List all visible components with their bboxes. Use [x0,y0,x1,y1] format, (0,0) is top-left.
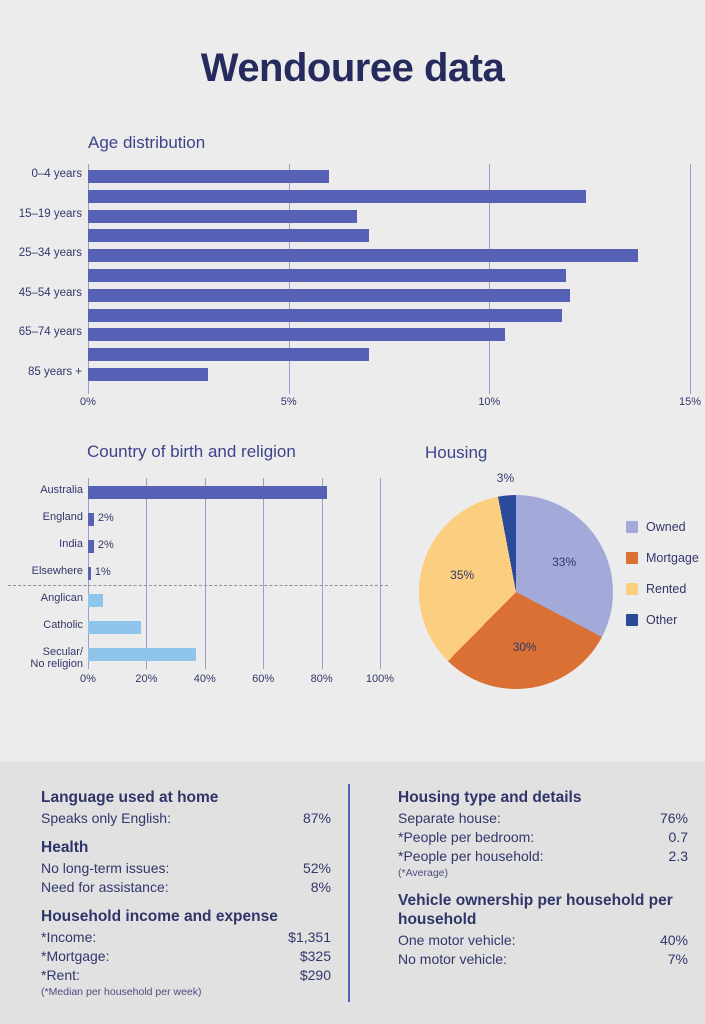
summary-row-value: 52% [302,860,331,876]
age-distribution-chart [0,160,705,408]
cob-bar [88,648,196,661]
pie-legend-item[interactable] [626,551,699,565]
summary-right-column [398,788,688,969]
page-title: Wendouree data [200,46,505,90]
cob-bar [88,621,141,634]
pie-legend-item[interactable] [626,520,699,534]
age-bar [88,328,505,341]
summary-block-heading: Vehicle ownership per household per household [398,892,673,928]
housing-chart-heading: Housing [425,443,488,462]
cob-bar-row [40,484,380,499]
summary-note: (*Median per household per week) [41,986,202,998]
summary-row-value: 7% [667,951,688,967]
cob-bar [88,486,327,499]
cob-value-label: 1% [94,566,111,578]
pie-legend-label: Mortgage [646,551,699,565]
pie-legend-swatch [626,614,638,626]
age-bar-row [88,229,690,242]
summary-row-value: 8% [310,879,331,895]
cob-category-label: Australia [40,484,83,496]
summary-row-value: 40% [659,932,688,948]
summary-row-value: 2.3 [668,848,688,864]
summary-row [398,828,688,847]
summary-row-label: *People per bedroom: [398,829,535,845]
age-bar [88,368,208,381]
summary-row [398,931,688,950]
pie-legend-label: Rented [646,582,687,596]
age-bar [88,269,566,282]
age-bar [88,309,562,322]
summary-row [41,947,331,966]
summary-spacer [41,828,331,838]
cob-bar [88,567,91,580]
summary-row-label: *People per household: [398,848,544,864]
summary-row [398,950,688,969]
cob-value-label: 2% [97,512,114,524]
cob-x-tick-label: 0% [80,673,96,685]
pie-slice-value-label: 35% [450,567,475,582]
age-category-label: 15–19 years [18,207,82,220]
age-bar-row [18,247,690,262]
age-bar [88,170,329,183]
cob-x-tick-label: 80% [310,673,333,685]
cob-x-tick-label: 20% [135,673,158,685]
age-bar-row [31,168,690,183]
summary-row [41,809,331,828]
age-bar [88,249,638,262]
summary-panel [0,762,705,1024]
summary-row-label: Separate house: [398,810,501,826]
summary-row-label: Speaks only English: [41,810,171,826]
pie-slice-value-label: 33% [552,554,577,569]
summary-spacer [41,897,331,907]
age-bar-row [88,190,690,203]
cob-bar-row [40,592,380,607]
pie-legend-swatch [626,521,638,533]
cob-bar-row [59,538,380,553]
summary-note: (*Average) [398,867,448,879]
pie-legend-item[interactable] [626,613,699,627]
pie-legend-swatch [626,552,638,564]
cob-value-label: 2% [97,539,114,551]
summary-row-value: 87% [302,810,331,826]
age-x-tick-label: 5% [280,395,297,408]
cob-category-label: Elsewhere [31,565,83,577]
summary-row-value: 0.7 [668,829,688,845]
age-bar-row [18,207,690,223]
summary-row-label: *Rent: [41,967,80,983]
age-gridline [690,164,691,394]
age-category-label: 85 years + [27,366,82,378]
cob-category-label: Anglican [40,592,83,604]
cob-bar-row [30,646,380,670]
cob-x-tick-label: 40% [193,673,216,685]
cob-category-label: India [59,538,83,550]
cob-bar [88,594,103,607]
pie-slice-value-label: 3% [496,471,515,486]
pie-legend-label: Owned [646,520,686,534]
age-category-label: 0–4 years [31,168,82,180]
age-chart-heading: Age distribution [88,133,206,152]
summary-block-heading: Language used at home [41,789,219,806]
cob-x-tick-label: 100% [365,673,395,685]
cob-gridline [380,478,381,669]
age-bar [88,348,369,361]
summary-row [41,928,331,947]
panel-divider [348,784,350,1002]
pie-legend [626,520,699,644]
age-bar-row [88,269,690,282]
age-category-label: 25–34 years [18,247,82,260]
summary-block-heading: Health [41,839,89,856]
cob-group-divider [8,585,388,586]
cob-bar [88,540,94,553]
summary-row-label: One motor vehicle: [398,932,516,948]
cob-bar-row [42,511,380,526]
pie-legend-swatch [626,583,638,595]
summary-row-label: No motor vehicle: [398,951,507,967]
cob-category-label: Secular/ No religion [30,646,83,670]
summary-row-value: 76% [659,810,688,826]
housing-pie-chart [408,470,705,700]
age-category-label: 65–74 years [18,326,82,339]
pie-disc [419,495,613,689]
summary-row [41,878,331,897]
cob-bar [88,513,94,526]
summary-row-label: Need for assistance: [41,879,169,895]
age-bar [88,289,570,302]
summary-row-value: $325 [299,948,331,964]
summary-row-label: No long-term issues: [41,860,170,876]
age-bar-row [27,366,690,381]
cob-category-label: England [42,511,83,523]
age-bar [88,210,357,223]
summary-block-heading: Household income and expense [41,908,278,925]
summary-left-column [41,788,331,1000]
pie-legend-label: Other [646,613,678,627]
summary-row [41,859,331,878]
cob-chart-heading: Country of birth and religion [87,442,296,461]
age-bar [88,190,586,203]
summary-row [398,847,688,866]
summary-row-label: *Income: [41,929,97,945]
summary-row-label: *Mortgage: [41,948,110,964]
age-bar-row [18,326,690,341]
summary-row-value: $290 [299,967,331,983]
age-bar-row [18,286,690,302]
cob-x-tick-label: 60% [252,673,275,685]
summary-spacer [398,881,688,891]
age-x-tick-label: 15% [678,395,702,408]
age-x-tick-label: 0% [80,395,96,408]
age-category-label: 45–54 years [18,286,82,299]
age-bar [88,229,369,242]
summary-row [41,966,331,985]
age-bar-row [88,348,690,361]
summary-row-value: $1,351 [288,929,331,945]
age-bar-row [88,309,690,322]
age-x-tick-label: 10% [478,395,501,408]
summary-row [398,809,688,828]
pie-slice-value-label: 30% [512,639,537,654]
country-religion-chart [0,470,400,700]
cob-bar-row [31,565,380,580]
summary-block-heading: Housing type and details [398,789,582,806]
cob-category-label: Catholic [43,619,83,631]
cob-bar-row [43,619,380,634]
pie-legend-item[interactable] [626,582,699,596]
